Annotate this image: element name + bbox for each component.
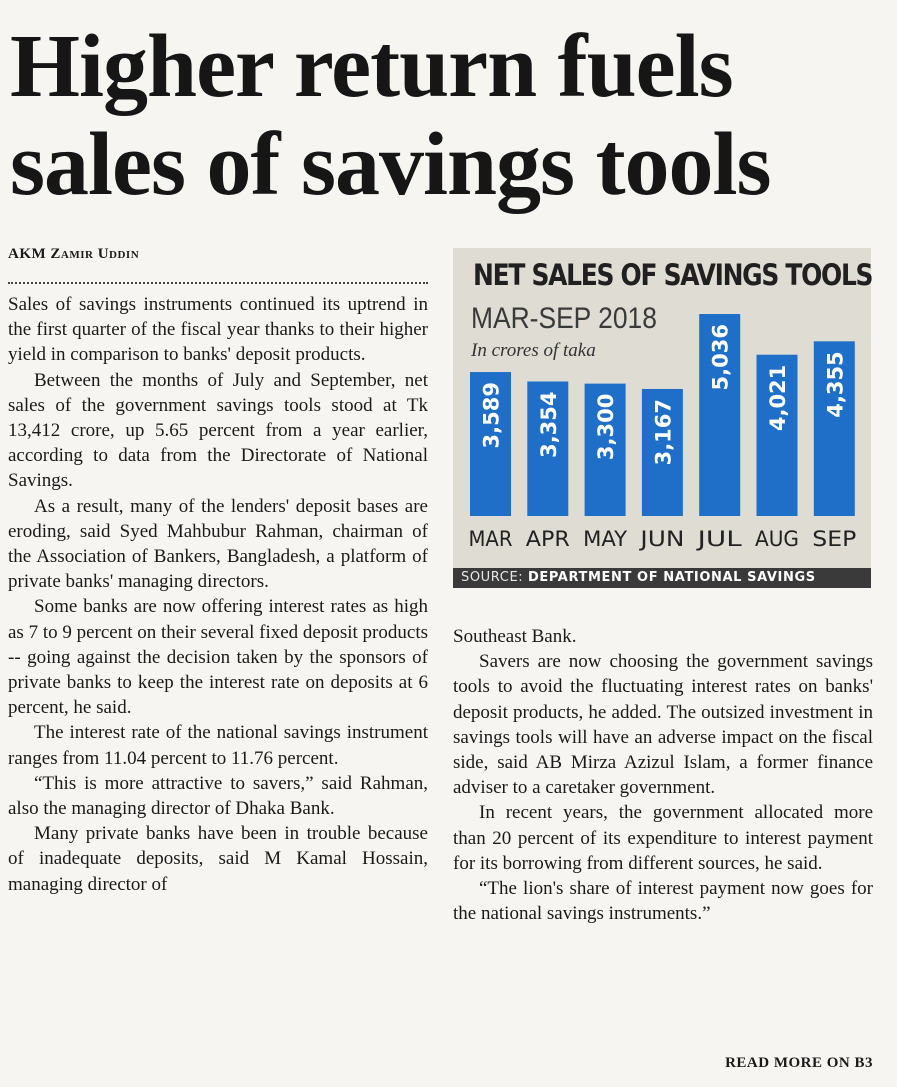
data-label-jul: 5,036 bbox=[708, 324, 733, 391]
paragraph: Many private banks have been in trouble because of inadequate deposits, said M Kamal Hossain, managing director of bbox=[8, 823, 428, 895]
byline: AKM Zamir Uddin bbox=[8, 246, 140, 262]
category-label-sep: SEP bbox=[812, 527, 857, 551]
data-label-apr: 3,354 bbox=[536, 391, 561, 458]
category-label-mar: MAR bbox=[468, 527, 513, 551]
data-label-jun: 3,167 bbox=[651, 398, 676, 466]
paragraph: The interest rate of the national savings instrument ranges from 11.04 percent to 11.76 percent. bbox=[8, 722, 428, 769]
paragraph: “This is more attractive to savers,” said Rahman, also the managing director of Dhaka Bank. bbox=[8, 772, 428, 820]
paragraph: Between the months of July and September, net sales of the government savings tools stood at Tk 13,412 crore, up 5.65 percent from a year earlier, according to data from the Directorate of National Savings. bbox=[8, 369, 428, 492]
category-label-jul: JUL bbox=[695, 527, 743, 551]
data-label-may: 3,300 bbox=[594, 393, 619, 461]
paragraph: Savers are now choosing the government savings tools to avoid the fluctuating interest rates on banks' deposit products, he added. The outsized investment in savings tools will have an adverse impact on the fiscal side, said AB Mirza Azizul Islam, a former finance adviser to a caretaker government. bbox=[453, 651, 873, 799]
article-column-1 bbox=[8, 292, 428, 897]
chart-subtitle: MAR-SEP 2018 bbox=[471, 302, 657, 335]
paragraph: Some banks are now offering interest rates as high as 7 to 9 percent on their several fixed deposit products -- going against the decision taken by the sponsors of private banks to keep the interest rate on deposits at 6 percent, he said. bbox=[8, 596, 428, 719]
data-label-sep: 4,355 bbox=[823, 351, 848, 418]
category-label-aug: AUG bbox=[755, 527, 799, 551]
category-label-jun: JUN bbox=[638, 527, 685, 551]
paragraph: As a result, many of the lenders' deposit bases are eroding, said Syed Mahbubur Rahman, chairman of the Association of Bankers, Bangladesh, a platform of private banks' managing directors. bbox=[8, 495, 428, 593]
chart-unit-label: In crores of taka bbox=[471, 340, 596, 361]
paragraph: Sales of savings instruments continued its uptrend in the first quarter of the fiscal year thanks to their higher yield in comparison to banks' deposit products. bbox=[8, 294, 428, 366]
article-column-2 bbox=[453, 624, 873, 926]
source-label: SOURCE: bbox=[461, 570, 524, 585]
paragraph: “The lion's share of interest payment now goes for the national savings instruments.” bbox=[453, 878, 873, 925]
chart-title: NET SALES OF SAVINGS TOOLS bbox=[473, 258, 873, 292]
data-label-aug: 4,021 bbox=[766, 364, 790, 432]
bar-chart bbox=[453, 248, 871, 568]
category-label-may: MAY bbox=[583, 527, 628, 551]
paragraph: In recent years, the government allocated more than 20 percent of its expenditure to interest payment for its borrowing from different sources, he said. bbox=[453, 802, 873, 874]
chart-source bbox=[453, 568, 871, 588]
category-label-apr: APR bbox=[525, 527, 570, 551]
headline-line-1: Higher return fuels bbox=[10, 17, 733, 116]
chart-infobox bbox=[453, 248, 871, 588]
headline bbox=[10, 18, 890, 214]
source-name: DEPARTMENT OF NATIONAL SAVINGS bbox=[528, 570, 816, 585]
paragraph: Southeast Bank. bbox=[453, 626, 577, 647]
read-more-link[interactable]: READ MORE ON B3 bbox=[725, 1055, 873, 1071]
headline-line-2: sales of savings tools bbox=[10, 115, 771, 214]
byline-divider bbox=[8, 282, 428, 284]
data-label-mar: 3,589 bbox=[479, 382, 504, 449]
